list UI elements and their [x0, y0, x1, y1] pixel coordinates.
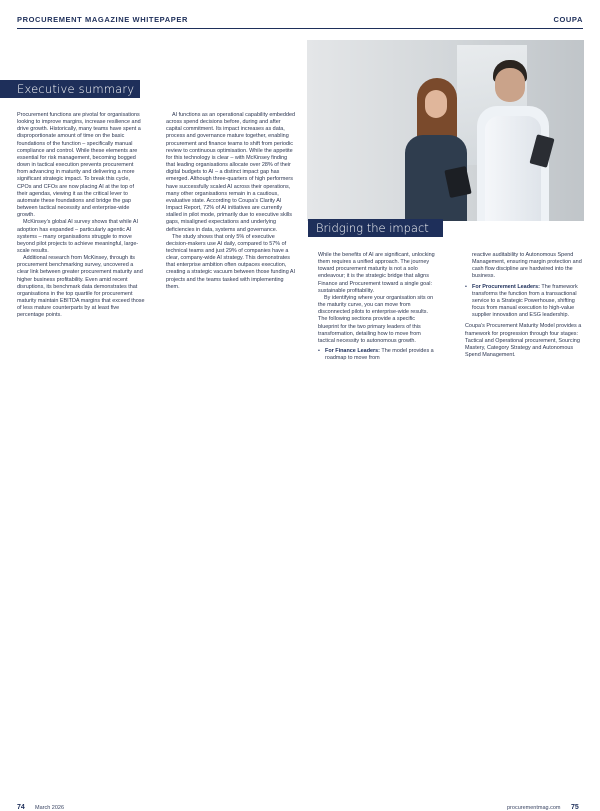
- text-column-1: [17, 112, 145, 320]
- paragraph: AI functions as an operational capability embedded across spend decisions before, during and after capital commitment. Its impact increases as data, process and governance mature together, enabling procurement and finance teams to shift from periodic review to continuous optimisation. While the appetite for this technology is clear – with McKinsey finding that leading organisations allocate over 28% of their digital budgets to AI – a distinct impact gap has emerged. Although three-quarters of high performers have successfully scaled AI across their operations, many other organisations remain in a cautious, evaluative state. According to Coupa’s Clarity AI Impact Report, 72% of AI initiatives are currently stalled in pilot mode, primarily due to executive skills gaps, misaligned expectations and underlying deficiencies in data, systems and governance.: [166, 112, 296, 233]
- man-figure-face: [495, 68, 525, 102]
- paragraph: While the benefits of AI are significant, unlocking them requires a unified approach. The journey toward procurement maturity is not a solo endeavour; it is the strategic bridge that aligns Finance and Procurement toward a single goal: sustainable profitability.: [318, 252, 435, 294]
- bullet-text: The model provides a roadmap to move from: [325, 348, 434, 362]
- publication-title: PROCUREMENT MAGAZINE WHITEPAPER: [17, 15, 188, 24]
- bullet-procurement-leaders: [465, 284, 583, 320]
- page-header: [0, 0, 600, 32]
- page-footer: [0, 400, 600, 811]
- page-number-right: 75: [571, 804, 579, 811]
- website-link[interactable]: procurementmag.com: [507, 805, 561, 811]
- woman-figure-face: [425, 90, 447, 118]
- paragraph: Additional research from McKinsey, through its procurement benchmarking survey, uncovered a clear link between greater procurement maturity and higher business profitability. Even amid recent disruptions, its benchmark data demonstrates that organisations in the top quartile for procurement maturity maintain EBITDA margins that exceed those of less mature counterparts by at least five percentage points.: [17, 255, 145, 319]
- brand-name: COUPA: [553, 15, 583, 24]
- paragraph: reactive auditability to Autonomous Spend Management, ensuring margin protection and cash flow discipline are hardwired into the business.: [472, 252, 582, 280]
- bullet-title: For Procurement Leaders:: [472, 283, 540, 290]
- hero-photo: [307, 40, 584, 221]
- paragraph: Procurement functions are pivotal for organisations looking to improve margins, increase resilience and drive growth. Historically, many teams have spent a disproportionate amount of time on the basic foundations of the function – specifically manual compliance and control. While these elements are essential for risk management, becoming bogged down in tactical execution prevents procurement from advancing in maturity and delivering a more significant strategic impact. To break this cycle, CPOs and CFOs are now placing AI at the top of their agendas, viewing it as the critical lever to automate these foundations and bridge the gap between tactical necessity and enterprise-wide growth.: [17, 112, 141, 219]
- issue-date: March 2026: [35, 805, 65, 811]
- bullet-finance-leaders: [318, 348, 436, 362]
- paragraph: Coupa’s Procurement Maturity Model provides a framework for progression through four stages: Tactical and Operational procurement, Sourcing Mastery, Category Strategy and Autonomous Spend Management.: [465, 323, 582, 359]
- text-column-4: [465, 252, 583, 359]
- section-heading-bridging: [308, 219, 443, 249]
- paragraph: McKinsey’s global AI survey shows that while AI adoption has expanded – particularly agentic AI systems – many organisations struggle to move beyond pilot projects to achieve meaningful, large-scale results.: [17, 219, 139, 254]
- section-heading-text: Bridging the impact gap: [316, 221, 429, 249]
- section-heading-executive-summary: [0, 80, 140, 98]
- section-heading-text: Executive summary: [17, 82, 135, 96]
- page-number-left: 74: [17, 804, 25, 811]
- paragraph: The study shows that only 5% of executive decision-makers use AI daily, compared to 57% of technical teams and just 29% of companies have a clear, company-wide AI strategy. This demonstrates that enterprise ambition often outpaces execution, creating a strategic vacuum between those funding AI projects and the teams tasked with implementing them.: [166, 233, 296, 290]
- text-column-2: [166, 112, 296, 291]
- header-divider: [17, 28, 583, 29]
- paragraph: By identifying where your organisation sits on the maturity curve, you can move from disconnected pilots to enterprise-wide results. The following sections provide a specific blueprint for the two primary leaders of this transformation, detailing how to move from tactical necessity to autonomous growth.: [318, 294, 434, 344]
- bullet-text: The framework transforms the function from a transactional service to a Strategic Powerhouse, shifting focus from manual execution to high-value supplier innovation and ESG leadership.: [472, 283, 578, 319]
- bullet-title: For Finance Leaders:: [325, 348, 380, 355]
- text-column-3: [318, 252, 436, 362]
- man-figure-shirt: [485, 116, 541, 221]
